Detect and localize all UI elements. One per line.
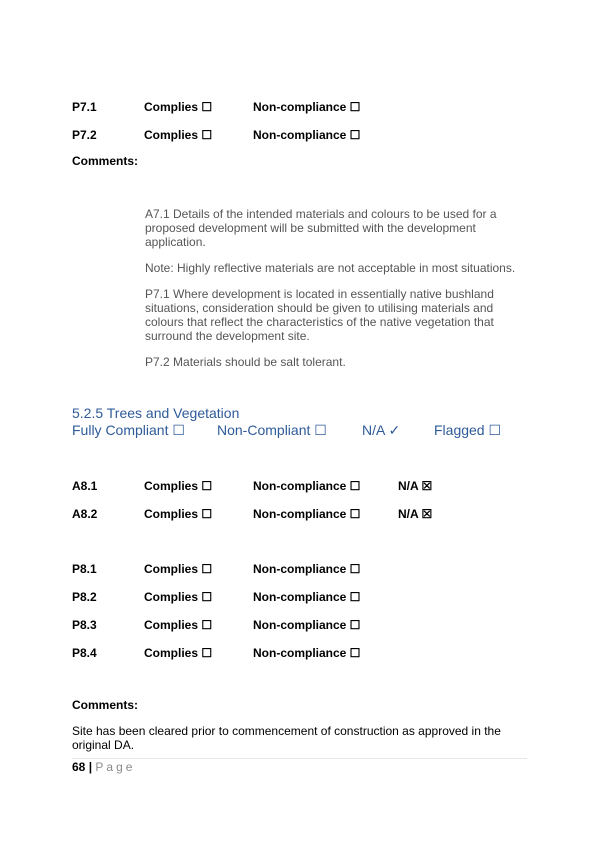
comments-label: Comments:	[72, 154, 139, 168]
row-code: P8.3	[72, 618, 97, 632]
noncompliance-checkbox[interactable]: Non-compliance ☐	[253, 590, 361, 604]
noncompliance-checkbox[interactable]: Non-compliance ☐	[253, 562, 361, 576]
na-checkbox[interactable]: N/A ☒	[398, 479, 433, 493]
complies-checkbox[interactable]: Complies ☐	[144, 507, 213, 521]
noncompliance-checkbox[interactable]: Non-compliance ☐	[253, 646, 361, 660]
row-code: P7.2	[72, 128, 97, 142]
row-code: P8.2	[72, 590, 97, 604]
row-code: A8.1	[72, 479, 98, 493]
noncompliance-checkbox[interactable]: Non-compliance ☐	[253, 479, 361, 493]
page-word: Page	[95, 760, 136, 774]
section-status-row	[72, 422, 532, 440]
complies-checkbox[interactable]: Complies ☐	[144, 590, 213, 604]
comments-label: Comments:	[72, 698, 139, 712]
requirement-a7-1: A7.1 Details of the intended materials and colours to be used for a proposed development will be submitted with the development application.	[145, 207, 497, 249]
noncompliance-checkbox[interactable]: Non-compliance ☐	[253, 507, 361, 521]
requirement-p7-2: P7.2 Materials should be salt tolerant.	[145, 355, 346, 369]
complies-checkbox[interactable]: Complies ☐	[144, 128, 213, 142]
noncompliance-checkbox[interactable]: Non-compliance ☐	[253, 128, 361, 142]
complies-checkbox[interactable]: Complies ☐	[144, 562, 213, 576]
requirement-p7-1: P7.1 Where development is located in essentially native bushland situations, consideration should be given to utilising materials and colours that reflect the characteristics of the native vegetation that surround the development site.	[145, 287, 494, 343]
footer-divider	[72, 758, 527, 759]
requirements-quote	[145, 207, 525, 369]
complies-checkbox[interactable]: Complies ☐	[144, 618, 213, 632]
complies-checkbox[interactable]: Complies ☐	[144, 100, 213, 114]
complies-checkbox[interactable]: Complies ☐	[144, 646, 213, 660]
fully-compliant-checkbox[interactable]: Fully Compliant ☐	[72, 422, 185, 438]
row-code: A8.2	[72, 507, 98, 521]
section-heading: 5.2.5 Trees and Vegetation	[72, 405, 240, 421]
noncompliance-checkbox[interactable]: Non-compliance ☐	[253, 618, 361, 632]
page-footer	[72, 760, 135, 774]
noncompliance-checkbox[interactable]: Non-compliance ☐	[253, 100, 361, 114]
non-compliant-checkbox[interactable]: Non-Compliant ☐	[217, 422, 327, 438]
comment-text: Site has been cleared prior to commencement of construction as approved in the original DA.	[72, 724, 501, 752]
row-code: P8.1	[72, 562, 97, 576]
row-code: P8.4	[72, 646, 97, 660]
flagged-checkbox[interactable]: Flagged ☐	[434, 422, 502, 438]
page-number: 68	[72, 760, 86, 774]
na-checkbox[interactable]: N/A ☒	[398, 507, 433, 521]
complies-checkbox[interactable]: Complies ☐	[144, 479, 213, 493]
row-code: P7.1	[72, 100, 97, 114]
footer-separator: |	[88, 760, 93, 774]
requirement-note: Note: Highly reflective materials are not acceptable in most situations.	[145, 261, 516, 275]
na-checkbox[interactable]: N/A ✓	[362, 422, 401, 438]
